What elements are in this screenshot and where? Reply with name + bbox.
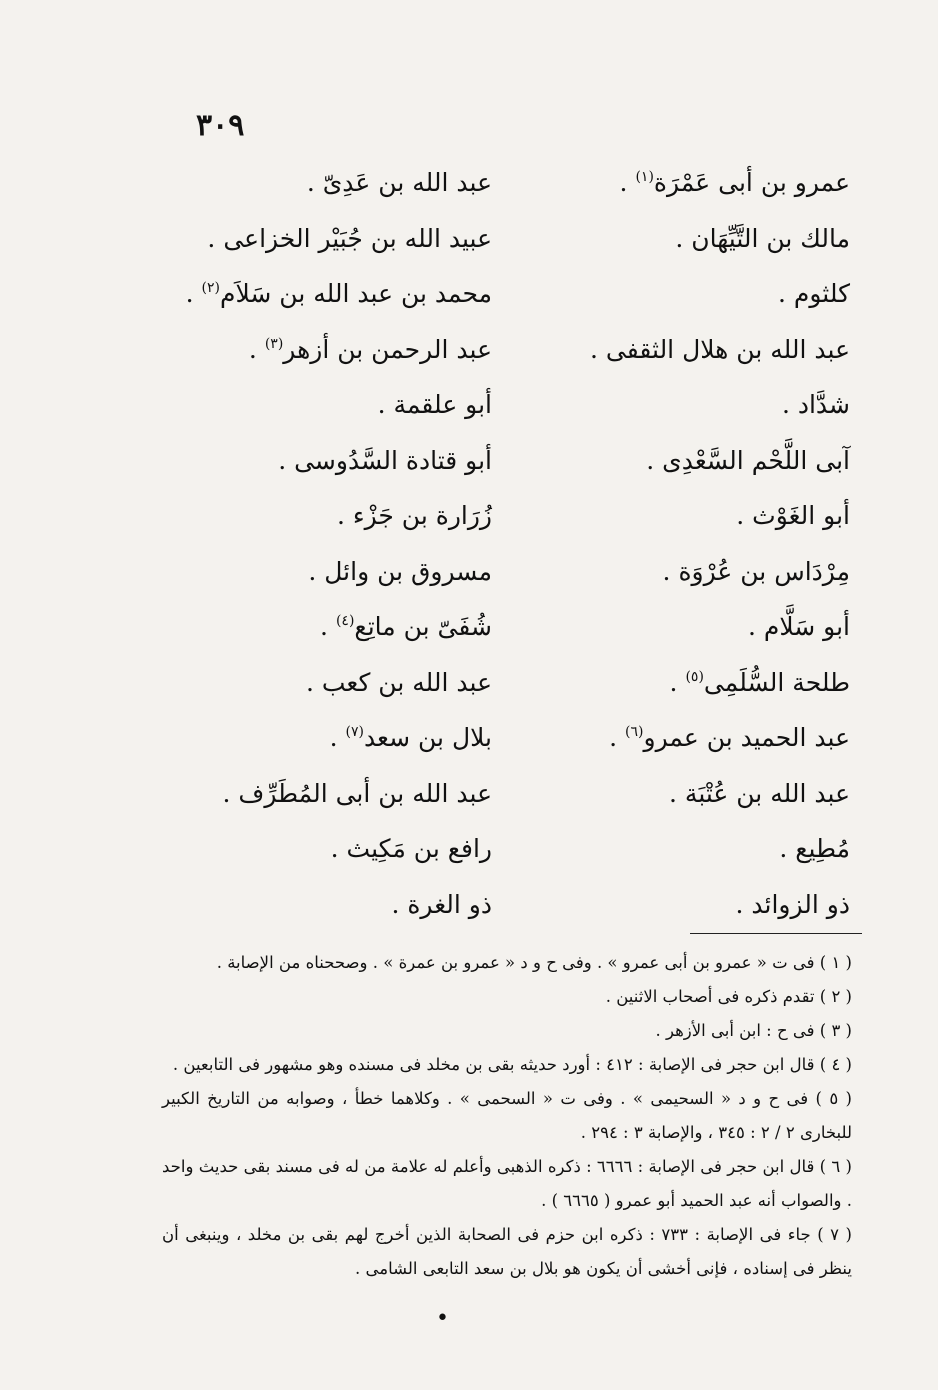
footnote-divider <box>690 933 862 934</box>
list-item: بلال بن سعد$^{(٧)}$ . <box>329 723 492 752</box>
list-item: عبد الله بن كعب . <box>305 667 492 697</box>
list-item: عبد الحميد بن عمرو$^{(٦)}$ . <box>609 723 850 752</box>
list-item: ذو الغرة . <box>391 889 492 919</box>
list-item: أبو علقمة . <box>377 390 492 419</box>
list-item: أبو سَلَّام . <box>747 612 850 641</box>
right-column <box>590 150 850 927</box>
list-item: مسروق بن وائل . <box>308 556 492 586</box>
footnote: ( ٤ ) قال ابن حجر فى الإصابة : ٤١٢ : أورد حديثه بقى بن مخلد فى مسنده وهو مشهور فى التابعين . <box>172 1055 852 1074</box>
list-item: ذو الزوائد . <box>735 889 850 919</box>
list-item: عمرو بن أبى عَمْرَة$^{(١)}$ . <box>619 168 850 197</box>
footnote: ( ٥ ) فى ح و د « السحيمى » . وفى ت « السحمى » . وكلاهما خطأ ، وصوابه من التاريخ الكبير للبخارى ٢ / ٢ : ٣٤٥ ، والإصابة ٣ : ٢٩٤ . <box>162 1089 852 1142</box>
list-item: كلثوم . <box>777 279 850 308</box>
footnote: ( ٧ ) جاء فى الإصابة : ٧٣٣ : ذكره ابن حزم فى الصحابة الذين أخرج لهم بقى بن مخلد ، وينبغى أن ينظر فى إسناده ، فإنى أخشى أن يكون هو بلال بن سعد التابعى الشامى . <box>162 1225 852 1278</box>
page-number: ٣٠٩ <box>196 108 245 143</box>
list-item: آبى اللَّحْم السَّعْدِى . <box>646 445 850 475</box>
list-item: مالك بن التَّيِّهَان . <box>675 223 850 253</box>
list-item: مِرْدَاس بن عُرْوَة . <box>662 556 850 586</box>
list-item: عبد الله بن أبى المُطَرِّف . <box>222 778 492 808</box>
left-column <box>185 150 492 927</box>
footnote: ( ١ ) فى ت « عمرو بن أبى عمرو » . وفى ح و د « عمرو بن عمرة » . وصححناه من الإصابة . <box>216 953 852 972</box>
list-item: شُفَىّ بن ماتِع$^{(٤)}$ . <box>320 612 492 641</box>
list-item: مُطِيع . <box>779 834 850 863</box>
footnote: ( ٦ ) قال ابن حجر فى الإصابة : ٦٦٦٦ : ذكره الذهبى وأعلم له علامة من له فى مسند بقى حديث واحد . والصواب أنه عبد الحميد أبو عمرو ( ٦٦٦٥ ) . <box>162 1157 852 1210</box>
footnote: ( ٣ ) فى ح : ابن أبى الأزهر . <box>655 1021 852 1040</box>
list-item: عبد الله بن عَدِىّ . <box>306 168 492 197</box>
list-item: طلحة السُّلَمِى$^{(٥)}$ . <box>669 667 850 697</box>
list-item: محمد بن عبد الله بن سَلاَم$^{(٢)}$ . <box>185 279 492 308</box>
end-mark: • <box>436 1306 449 1331</box>
list-item: شدَّاد . <box>781 390 850 419</box>
list-item: عبيد الله بن جُبَيْر الخزاعى . <box>207 223 492 253</box>
list-item: عبد الله بن هلال الثقفى . <box>590 334 850 364</box>
list-item: رافع بن مَكِيث . <box>330 834 492 863</box>
list-item: عبد الله بن عُتْبَة . <box>669 778 850 808</box>
list-item: عبد الرحمن بن أزهر$^{(٣)}$ . <box>248 334 492 364</box>
list-item: زُرَارة بن جَزْء . <box>336 501 492 530</box>
footnotes <box>162 946 852 1286</box>
list-item: أبو قتادة السَّدُوسى . <box>278 445 492 475</box>
footnote: ( ٢ ) تقدم ذكره فى أصحاب الاثنين . <box>605 987 852 1006</box>
list-item: أبو الغَوْث . <box>736 501 850 530</box>
names-list <box>0 150 938 920</box>
